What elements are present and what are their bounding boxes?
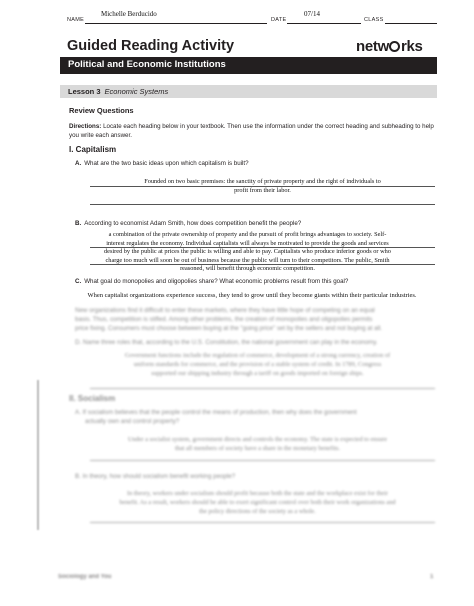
blurred-answer: benefit. As a result, workers should be able to exert significant control over both their work organizations and [119, 499, 396, 506]
blurred-answer: supported our shipping industry through a tariff on goods imported on foreign ships. [151, 370, 364, 377]
blurred-rule [90, 522, 435, 523]
answer-b-line-2[interactable]: interest regulates the economy. Individual capitalists will always be motivated to provide the goods and services [106, 239, 389, 247]
name-value[interactable]: Michelle Berducido [101, 10, 157, 18]
blurred-section: II. Socialism [69, 394, 116, 403]
date-label: DATE [271, 17, 287, 23]
name-line [85, 23, 267, 24]
directions-text: Locate each heading below in your textbook. Then use the information under the correct heading and subheading to help you write each answer. [69, 123, 434, 139]
answer-b-line-4[interactable]: charge too much will soon be out of business because the public will turn to their competitors. The public, Smith [105, 256, 390, 264]
lesson-bar [60, 85, 437, 98]
blurred-answer: Government functions include the regulation of commerce, development of a strong currency, creation of [124, 352, 391, 359]
question-a [75, 159, 435, 168]
date-value[interactable]: 07/14 [304, 10, 320, 18]
blurred-question: D. Name three roles that, according to the U.S. Constitution, the national government can play in the economy. [75, 339, 378, 346]
lesson-number: Lesson 3 [68, 86, 101, 96]
blurred-text: price fixing. Consumers must choose between buying at the "going price" set by the sellers and not buying at all. [75, 325, 383, 332]
copyright-sidebar [34, 380, 42, 530]
blurred-answer: that all members of society have a share in the monetary benefits. [174, 445, 341, 452]
footer-book-title: Sociology and You [58, 574, 112, 580]
answer-b-line-1[interactable]: a combination of the private ownership of property and the pursuit of profit brings advantages to society. Self- [108, 231, 387, 238]
answer-a-line-2[interactable]: profit from their labor. [234, 187, 291, 194]
logo-text-right: rks [400, 38, 423, 55]
blurred-preview-area [0, 300, 474, 606]
blurred-question: B. In theory, how should socialism benefit working people? [75, 473, 236, 480]
networks-logo [356, 38, 423, 55]
question-text: What goal do monopolies and oligopolies share? What economic problems result from this goal? [84, 278, 349, 285]
directions-label: Directions: [69, 123, 102, 130]
question-letter: A. [75, 160, 82, 167]
footer-page-number: 1 [430, 574, 434, 580]
date-line [287, 23, 361, 24]
lesson-name: Economic Systems [104, 86, 169, 96]
directions [69, 122, 439, 140]
blurred-question: A. If socialism believes that the people control the means of production, then why does the government [75, 409, 357, 416]
blurred-question: actually own and control property? [85, 418, 180, 425]
banner-title: Political and Economic Institutions [68, 59, 226, 70]
blurred-answer: uniform standards for commerce, and the provision of a stable system of credit. In 1789, Congress [133, 361, 382, 368]
logo-text-left: netw [356, 38, 389, 55]
question-b [75, 219, 435, 228]
blurred-text: basis. Thus, competition is stifled. Among other problems, the creation of monopolies and oligopolies permits [75, 316, 373, 323]
logo-ring-icon [389, 41, 400, 52]
class-line[interactable] [385, 23, 437, 24]
name-label: NAME [67, 17, 85, 23]
question-letter: B. [75, 220, 82, 227]
answer-rule [90, 204, 435, 205]
answer-c-line-1[interactable]: When capitalist organizations experience success, they tend to grow until they become giants within their particular industries. [87, 292, 417, 299]
question-text: According to economist Adam Smith, how does competition benefit the people? [84, 220, 302, 227]
review-heading: Review Questions [69, 106, 134, 115]
question-c [75, 277, 435, 286]
blurred-answer: Under a socialist system, government directs and controls the economy. The state is expected to ensure [127, 436, 388, 443]
answer-a-line-1[interactable]: Founded on two basic premises: the sanctity of private property and the right of individuals to [144, 178, 381, 185]
student-header [67, 10, 437, 26]
blurred-answer: In theory, workers under socialism should profit because both the state and the workplace exist for their [126, 490, 388, 497]
page-title: Guided Reading Activity [67, 38, 235, 54]
answer-b-line-5[interactable]: reasoned, will benefit through economic competition. [180, 265, 315, 272]
blurred-rule [90, 388, 435, 389]
question-letter: C. [75, 278, 82, 285]
question-text: What are the two basic ideas upon which capitalism is built? [84, 160, 249, 167]
blurred-rule [90, 460, 435, 461]
chapter-banner [60, 57, 437, 74]
blurred-answer: the policy directions of the society as a whole. [199, 508, 316, 515]
answer-b-line-3[interactable]: desired by the public at prices the public is willing and able to pay. Capitalists who produce inferior goods or who [104, 248, 391, 255]
class-label: CLASS [364, 17, 384, 23]
blurred-text: New organizations find it difficult to enter these markets, where they have little hope of competing on an equal [75, 307, 375, 314]
section-heading: I. Capitalism [69, 145, 117, 154]
